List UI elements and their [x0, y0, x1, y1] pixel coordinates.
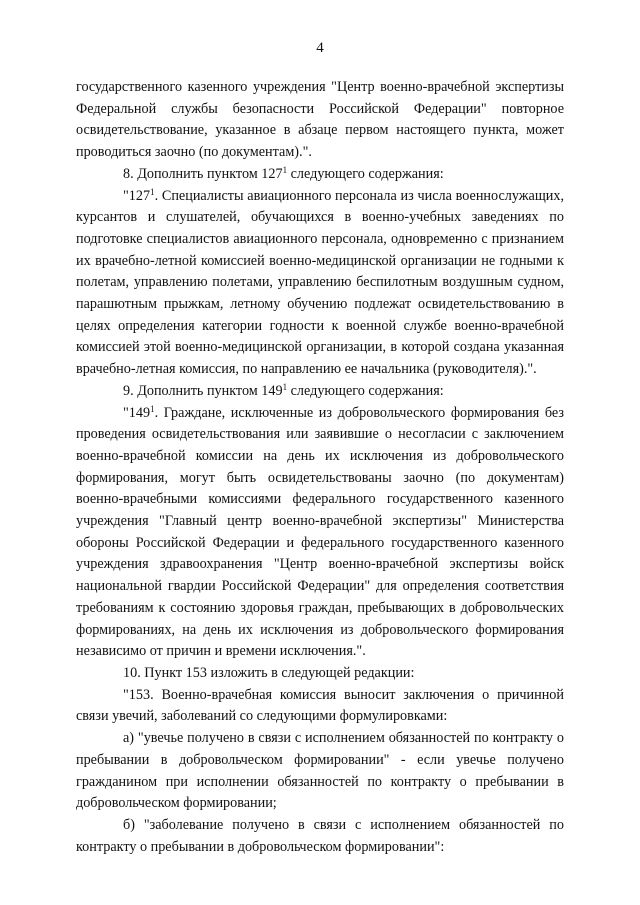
paragraph-153-b: б) "заболевание получено в связи с исполнением обязанностей по контракту о пребывании в добровольческом формировании": — [76, 816, 564, 855]
paragraph-item-10: 10. Пункт 153 изложить в следующей редакции: — [123, 664, 415, 681]
paragraph-153: "153. Военно-врачебная комиссия выносит заключения о причинной связи увечий, заболеваний со следующими формулировками: — [76, 686, 564, 725]
paragraph-continuation: государственного казенного учреждения "Центр военно-врачебной экспертизы Федеральной службы безопасности Российской Федерации" повторное освидетельствование, указанное в абзаце первом настоящего пункта, может проводиться заочно (по документам).". — [76, 79, 564, 161]
paragraph-153-a: а) "увечье получено в связи с исполнением обязанностей по контракту о пребывании в добровольческом формировании" - если увечье получено гражданином при исполнении обязанностей по контракту о пребывании в добровольческом формировании; — [76, 730, 564, 812]
paragraph-149-1: "$149^1$. Граждане, исключенные из добровольческого формирования без проведения освидетельствования или заявившие о несогласии с заключением военно-врачебной комиссии на день их исключения из добровольческого формирования, могут быть освидетельствованы заочно (по документам) военно-врачебными комиссиями федерального государственного казенного учреждения "Главный центр военно-врачебной экспертизы" Министерства обороны Российской Федерации и федерального государственного казенного учреждения здравоохранения "Центр военно-врачебной экспертизы войск национальной гвардии Российской Федерации" для определения соответствия требованиям к состоянию здоровья граждан, пребывающих в добровольческих формированиях, на день их исключения из добровольческого формирования независимо от причин и времени исключения.". — [76, 403, 564, 660]
paragraph-item-8: 8. Дополнить пунктом $127^1$ следующего содержания: — [123, 164, 444, 182]
document-body — [76, 77, 564, 858]
paragraph-item-9: 9. Дополнить пунктом $149^1$ следующего содержания: — [123, 381, 444, 399]
paragraph-127-1: "$127^1$. Специалисты авиационного персонала из числа военнослужащих, курсантов и слушателей, обучающихся в военно-учебных заведениях по подготовке специалистов авиационного персонала, одновременно с признанием их врачебно-летной комиссией военно-медицинской организации не годными к полетам, управлению полетами, управлению беспилотным воздушным судном, парашютным прыжкам, летному обучению подлежат освидетельствованию в целях определения категории годности к военной службе военно-врачебной комиссией этой военно-медицинской организации, в которой создана указанная врачебно-летная комиссия, по направлению ее начальника (руководителя).". — [76, 186, 564, 378]
page-number: 4 — [316, 40, 324, 56]
